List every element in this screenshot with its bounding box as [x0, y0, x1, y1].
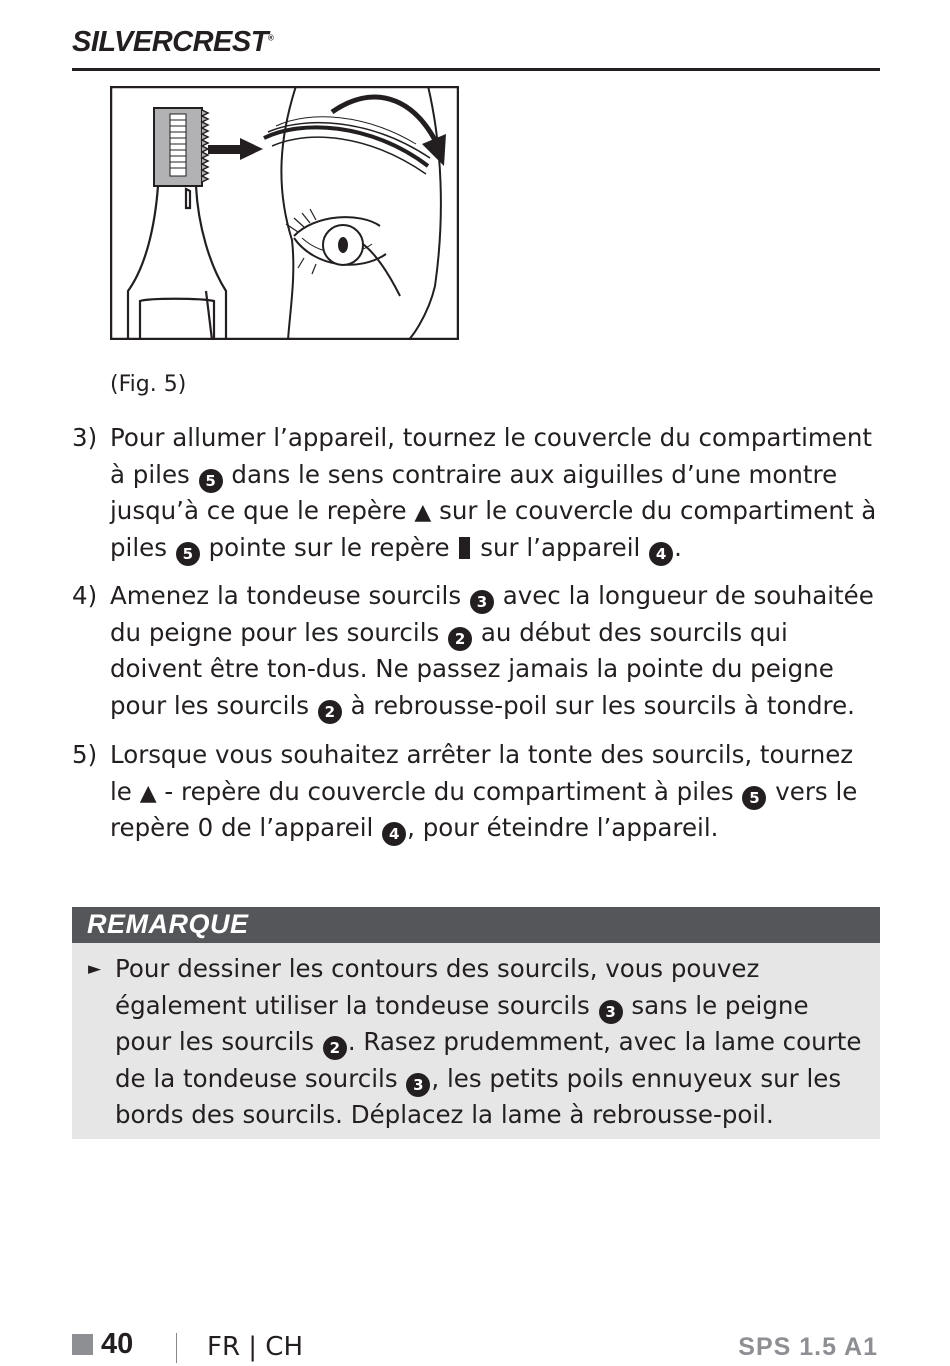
step-text: Lorsque vous souhaitez arrêter la tonte des sourcils, tournez le [110, 740, 854, 806]
callout-3-icon: 3 [470, 590, 494, 614]
step-text: à rebrousse-poil sur les sourcils à tondre. [350, 690, 855, 720]
comb-attachment [154, 108, 208, 186]
note-text-part: . Rasez prudemment, avec la lame courte de la tondeuse sourcils [115, 1027, 862, 1093]
instruction-step-4 [72, 578, 882, 724]
callout-5-icon: 5 [199, 469, 223, 493]
callout-3-icon: 3 [406, 1073, 430, 1097]
step-text: vers le repère 0 de l’appareil [110, 776, 858, 842]
instruction-step-3 [72, 420, 882, 566]
callout-2-icon: 2 [448, 627, 472, 651]
step-number: 3) [72, 423, 98, 452]
callout-5-icon: 5 [176, 542, 200, 566]
step-text: pointe sur le repère [208, 532, 450, 562]
callout-4-icon: 4 [382, 822, 406, 846]
page-marker-square [72, 1334, 93, 1355]
callout-3-icon: 3 [599, 1000, 623, 1024]
instruction-step-5 [72, 737, 882, 847]
header-rule [72, 68, 880, 71]
step-text: sur le couvercle du compartiment à piles [110, 496, 877, 562]
triangle-marker-icon: ▲ [139, 780, 157, 806]
callout-2-icon: 2 [318, 700, 342, 724]
step-text: sur l’appareil [480, 532, 641, 562]
step-text: au début des sourcils qui doivent être ton-dus. Ne passez jamais la pointe du peigne pour les sourcils [110, 617, 834, 720]
triangle-marker-icon: ▲ [414, 500, 432, 525]
callout-4-icon: 4 [649, 542, 673, 566]
step-text: . [674, 532, 682, 562]
step-text: Pour allumer l’appareil, tournez le couvercle du compartiment à piles [110, 423, 872, 489]
step-text: - repère du couvercle du compartiment à piles [164, 776, 734, 806]
brand-name: SILVERCREST [72, 26, 268, 58]
note-text-part: sans le peigne pour les sourcils [115, 990, 809, 1056]
step-text: , pour éteindre l’appareil. [407, 813, 719, 842]
step-number: 4) [72, 581, 98, 610]
page-number: 40 [101, 1328, 134, 1360]
language-codes: FR | CH [207, 1332, 304, 1362]
step-text: avec la longueur de souhaitée du peigne pour les sourcils [110, 581, 874, 647]
note-text-part: , les petits poils ennuyeux sur les bords des sourcils. Déplacez la lame à rebrousse-poil. [115, 1063, 842, 1129]
note-text-part: Pour dessiner les contours des sourcils, vous pouvez également utiliser la tondeuse sourcils [115, 954, 760, 1020]
note-text [115, 951, 870, 1134]
note-box [72, 907, 880, 1139]
figure-5-illustration [110, 86, 459, 340]
registered-mark: ® [267, 33, 274, 43]
step-text: Amenez la tondeuse sourcils [110, 581, 462, 610]
model-number: SPS 1.5 A1 [738, 1333, 878, 1361]
note-header [72, 907, 880, 943]
bullet-arrow-icon: ► [88, 959, 102, 979]
callout-2-icon: 2 [323, 1036, 347, 1060]
bar-marker-icon [459, 537, 470, 559]
note-title: REMARQUE [87, 909, 249, 939]
step-number: 5) [72, 740, 98, 769]
step-text: dans le sens contraire aux aiguilles d’une montre jusqu’à ce que le repère [110, 459, 838, 525]
brand-logo [72, 26, 273, 59]
footer-divider [176, 1333, 177, 1363]
figure-caption: (Fig. 5) [110, 372, 187, 397]
callout-5-icon: 5 [742, 786, 766, 810]
